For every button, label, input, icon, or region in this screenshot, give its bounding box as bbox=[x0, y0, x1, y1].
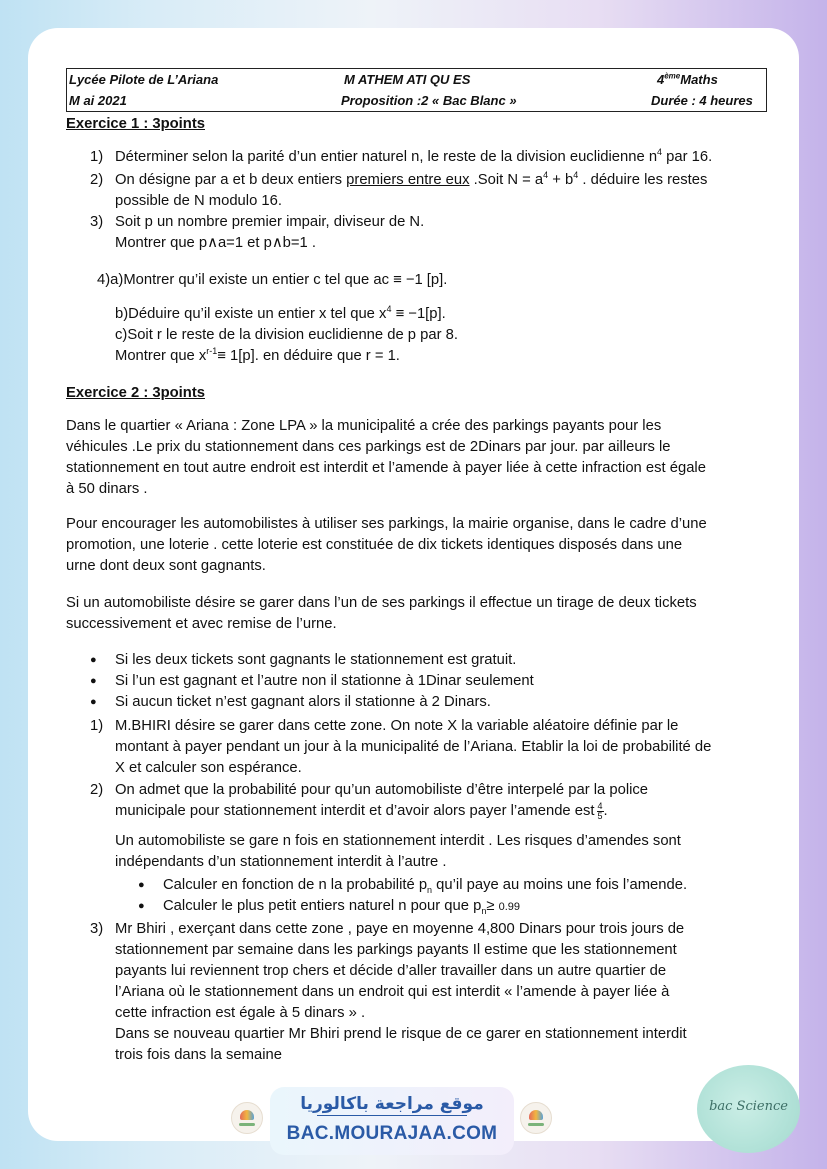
ex1-question-1: 1) Déterminer selon la parité d’un entier naturel n, le reste de la division euclidienne $n^4$ par 16. bbox=[90, 147, 713, 165]
ex2-question-3: 3) Mr Bhiri , exerçant dans cette zone , paye en moyenne 4,800 Dinars pour trois jours de stationnement par semaine dans les parkings payants Il estime que les stationnement payants lui reviennent trop chers et décide d’aller travailler dans un autre quartier de l’Ariana où le stationnement dans un endroit qui est interdit « l’amende à payer liée à cette infraction est égale à 5 dinars » . Dans se nouveau quartier Mr Bhiri prend le risque de ce garer en stationnement interdit trois fois dans la semaine bbox=[90, 921, 687, 1063]
bullet-icon: ● bbox=[90, 696, 97, 708]
proposition: Proposition :2 « Bac Blanc » bbox=[341, 93, 517, 108]
header-table bbox=[66, 68, 767, 112]
bac-science-logo: bac Science bbox=[697, 1065, 800, 1153]
ex2-q2-bullet-1: ● Calculer en fonction de n la probabilité $p_n$ qu’il paye au moins une fois l’amende. bbox=[138, 877, 688, 895]
ex1-question-2: 2) On désigne par a et b deux entiers premiers entre eux .Soit $N = a^4 + b^4$ . déduire les restes possible de N modulo 16. bbox=[90, 170, 708, 209]
ex2-rule-2: ● Si l’un est gagnant et l’autre non il stationne à 1Dinar seulement bbox=[90, 671, 760, 692]
ex2-question-2-text: Un automobiliste se gare n fois en stationnement interdit . Les risques d’amendes sont indépendants d’un stationnement interdit à l’autre . bbox=[115, 833, 681, 870]
exam-date: M ai 2021 bbox=[69, 93, 127, 108]
ex1-question-4d: Montrer que $x^{r-1}\equiv 1[p]$. en déduire que r = 1. bbox=[115, 346, 400, 364]
ex1-question-4a: 4)a)Montrer qu’il existe un entier c tel que ac ≡ −1 [p]. bbox=[97, 272, 448, 288]
exercise-1-title: Exercice 1 : 3points bbox=[66, 116, 205, 132]
bullet-icon: ● bbox=[138, 879, 145, 891]
site-banner-link[interactable] bbox=[270, 1087, 514, 1155]
exercise-2-title: Exercice 2 : 3points bbox=[66, 385, 205, 401]
ex2-paragraph-2: Pour encourager les automobilistes à utiliser ses parkings, la mairie organise, dans le cadre d’une promotion, une loterie . cette loterie est constituée de dix tickets identiques disposés dans une urne dont deux sont gagnants. bbox=[66, 516, 707, 574]
ex1-question-3: 3) Soit p un nombre premier impair, diviseur de N. Montrer que p∧a=1 et p∧b=1 . bbox=[90, 214, 425, 251]
ex2-q2-bullet-2: ● Calculer le plus petit entiers naturel n pour que $p_n\ge 0.99$ bbox=[138, 898, 520, 916]
class-level: 4èmeMaths bbox=[657, 71, 718, 87]
ex2-paragraph-1: Dans le quartier « Ariana : Zone LPA » la municipalité a crée des parkings payants pour les véhicules .Le prix du stationnement dans ces parkings est de 2Dinars par jour. par ailleurs le stationnement en tout autre endroit est interdit et l’amende à payer liée à cette infraction est égale à 50 dinars . bbox=[66, 418, 706, 497]
bullet-icon: ● bbox=[138, 900, 145, 912]
school-name: Lycée Pilote de L’Ariana bbox=[69, 72, 219, 87]
ex2-question-2: 2) On admet que la probabilité pour qu’un automobiliste d’être interpelé par la police municipale pour stationnement interdit et d’avoir alors payer l’amende est $\frac{4}{5}$ . bbox=[90, 782, 649, 821]
ex1-question-4b: b)Déduire qu’il existe un entier x tel que $x^4 \equiv -1[p]$. bbox=[115, 304, 446, 322]
site-logo-icon bbox=[520, 1102, 552, 1134]
ex2-rule-1: ● Si les deux tickets sont gagnants le stationnement est gratuit. bbox=[90, 650, 760, 671]
subject-title: M ATHEM ATI QU ES bbox=[344, 72, 471, 87]
site-url[interactable]: BAC.MOURAJAA.COM bbox=[286, 1123, 498, 1144]
ex2-question-1: 1) M.BHIRI désire se garer dans cette zone. On note X la variable aléatoire définie par le montant à payer pendant un jour à la municipalité de l’Ariana. Etablir la loi de probabilité de X et calculer son espérance. bbox=[90, 718, 712, 776]
fraction-four-fifths: $\frac{4}{5}$ bbox=[597, 800, 603, 821]
duration: Durée : 4 heures bbox=[651, 93, 753, 108]
ex2-rule-3: ● Si aucun ticket n’est gagnant alors il stationne à 2 Dinars. bbox=[90, 692, 760, 713]
ex1-question-4c: c)Soit r le reste de la division euclidienne de p par 8. bbox=[115, 327, 458, 343]
bullet-icon: ● bbox=[90, 675, 97, 687]
ex2-paragraph-3: Si un automobiliste désire se garer dans l’un de ses parkings il effectue un tirage de deux tickets successivement et avec remise de l’urne. bbox=[66, 595, 697, 632]
site-logo-icon bbox=[231, 1102, 263, 1134]
bullet-icon: ● bbox=[90, 654, 97, 666]
arabic-site-name: موقع مراجعة باكالوريا bbox=[270, 1094, 514, 1116]
